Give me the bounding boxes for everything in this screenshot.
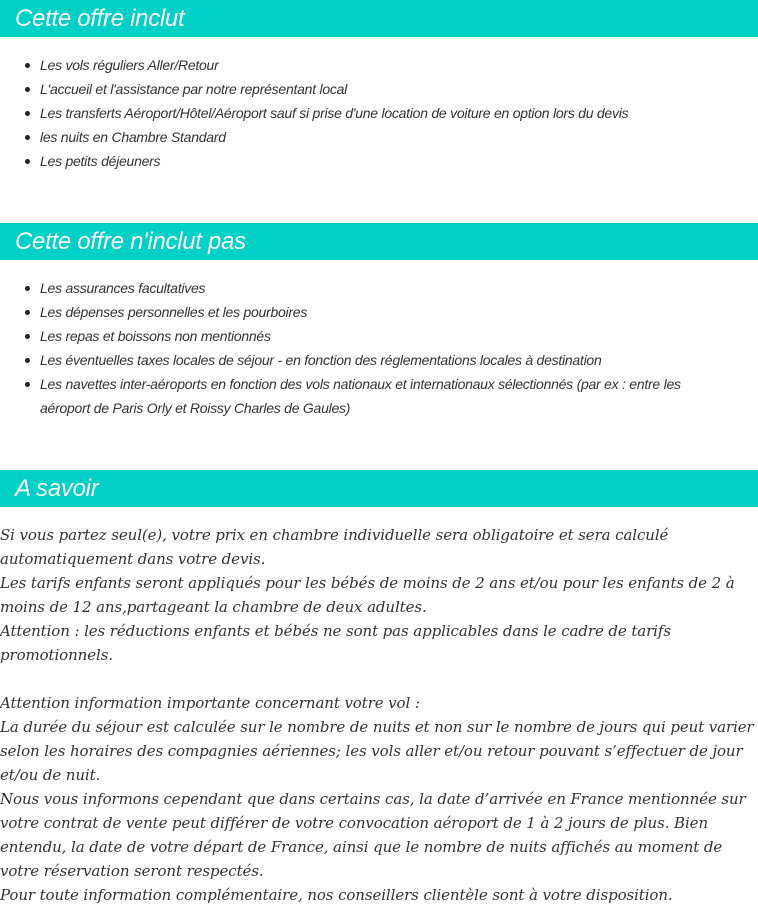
section-title-savoir: A savoir	[0, 470, 758, 507]
savoir-paragraph: Les tarifs enfants seront appliqués pour les bébés de moins de 2 ans et/ou pour les enfants de 2 à moins de 12 ans,partageant la chambre de deux adultes.	[0, 574, 735, 616]
savoir-paragraph: Attention information importante concernant votre vol :	[0, 694, 420, 712]
list-item: Les transferts Aéroport/Hôtel/Aéroport sauf si prise d'une location de voiture en option lors du devis	[0, 101, 730, 125]
list-item: les nuits en Chambre Standard	[0, 125, 730, 149]
section-title-ninclut: Cette offre n'inclut pas	[0, 223, 758, 260]
savoir-paragraph: Attention : les réductions enfants et bébés ne sont pas applicables dans le cadre de tarifs promotionnels.	[0, 622, 671, 664]
savoir-paragraph: Nous vous informons cependant que dans certains cas, la date d’arrivée en France mentionnée sur votre contrat de vente peut différer de votre convocation aéroport de 1 à 2 jours de plus. Bien entendu, la date de votre départ de France, ainsi que le nombre de nuits affichés au moment de votre réservation seront respectés.	[0, 790, 746, 880]
savoir-paragraph: Si vous partez seul(e), votre prix en chambre individuelle sera obligatoire et sera calculé automatiquement dans votre devis.	[0, 526, 669, 568]
list-item: Les dépenses personnelles et les pourboires	[0, 300, 730, 324]
savoir-paragraph: La durée du séjour est calculée sur le nombre de nuits et non sur le nombre de jours qui peut varier selon les horaires des compagnies aériennes; les vols aller et/ou retour pouvant s’effectuer de jour et/ou de nuit.	[0, 718, 754, 784]
paragraph-spacer	[0, 667, 758, 691]
list-item: Les assurances facultatives	[0, 276, 730, 300]
list-item: Les petits déjeuners	[0, 149, 730, 173]
savoir-body	[0, 523, 758, 907]
list-item: Les vols réguliers Aller/Retour	[0, 53, 730, 77]
section-title-inclut: Cette offre inclut	[0, 0, 758, 37]
list-item: Les repas et boissons non mentionnés	[0, 324, 730, 348]
list-item: L'accueil et l'assistance par notre représentant local	[0, 77, 730, 101]
included-list	[0, 53, 730, 173]
savoir-paragraph: Pour toute information complémentaire, nos conseillers clientèle sont à votre disposition.	[0, 886, 673, 904]
list-item: Les éventuelles taxes locales de séjour - en fonction des réglementations locales à destination	[0, 348, 730, 372]
list-item: Les navettes inter-aéroports en fonction des vols nationaux et internationaux sélectionnés (par ex : entre les aéroport de Paris Orly et Roissy Charles de Gaules)	[0, 372, 730, 420]
not-included-list	[0, 276, 730, 420]
